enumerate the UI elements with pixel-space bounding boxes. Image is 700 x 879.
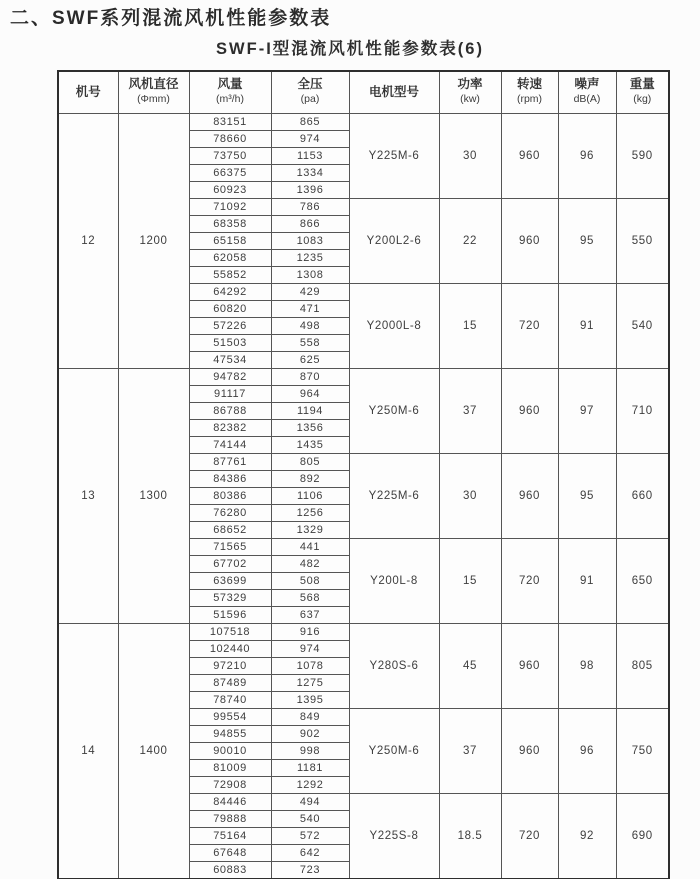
motor-model-cell: Y225M-6 [349, 453, 439, 538]
pressure-cell: 494 [271, 793, 349, 810]
power-cell: 15 [439, 283, 501, 368]
header-unit: (rpm) [516, 93, 543, 106]
pressure-cell: 429 [271, 283, 349, 300]
pressure-cell: 805 [271, 453, 349, 470]
noise-cell: 96 [558, 708, 616, 793]
weight-cell: 590 [616, 113, 669, 198]
airflow-cell: 107518 [189, 623, 271, 640]
airflow-cell: 57329 [189, 589, 271, 606]
pressure-cell: 625 [271, 351, 349, 368]
model-no-cell: 13 [58, 368, 118, 623]
header-unit: (m³/h) [216, 93, 244, 106]
airflow-cell: 80386 [189, 487, 271, 504]
airflow-cell: 72908 [189, 776, 271, 793]
airflow-cell: 64292 [189, 283, 271, 300]
airflow-cell: 51596 [189, 606, 271, 623]
speed-cell: 720 [501, 538, 558, 623]
power-cell: 30 [439, 113, 501, 198]
airflow-cell: 75164 [189, 827, 271, 844]
model-no-cell: 12 [58, 113, 118, 368]
airflow-cell: 62058 [189, 249, 271, 266]
power-cell: 37 [439, 368, 501, 453]
pressure-cell: 892 [271, 470, 349, 487]
pressure-cell: 866 [271, 215, 349, 232]
airflow-cell: 67648 [189, 844, 271, 861]
table-row [58, 623, 669, 640]
pressure-cell: 1153 [271, 147, 349, 164]
header-label: 电机型号 [368, 84, 419, 99]
speed-cell: 960 [501, 453, 558, 538]
pressure-cell: 1256 [271, 504, 349, 521]
col-header-pressure [271, 71, 349, 113]
document-page [0, 7, 700, 879]
speed-cell: 960 [501, 623, 558, 708]
airflow-cell: 99554 [189, 708, 271, 725]
power-cell: 45 [439, 623, 501, 708]
speed-cell: 960 [501, 368, 558, 453]
header-unit: (pa) [300, 93, 320, 106]
pressure-cell: 1396 [271, 181, 349, 198]
power-cell: 15 [439, 538, 501, 623]
pressure-cell: 1235 [271, 249, 349, 266]
noise-cell: 92 [558, 793, 616, 879]
col-header-speed [501, 71, 558, 113]
weight-cell: 690 [616, 793, 669, 879]
airflow-cell: 57226 [189, 317, 271, 334]
airflow-cell: 87761 [189, 453, 271, 470]
weight-cell: 805 [616, 623, 669, 708]
table-title: SWF-I型混流风机性能参数表(6) [216, 40, 484, 58]
airflow-cell: 90010 [189, 742, 271, 759]
pressure-cell: 1395 [271, 691, 349, 708]
diameter-cell: 1200 [118, 113, 189, 368]
pressure-cell: 1083 [271, 232, 349, 249]
airflow-cell: 68652 [189, 521, 271, 538]
airflow-cell: 86788 [189, 402, 271, 419]
noise-cell: 95 [558, 453, 616, 538]
power-cell: 22 [439, 198, 501, 283]
pressure-cell: 786 [271, 198, 349, 215]
table-header [58, 71, 669, 113]
header-label: 全压 [297, 77, 323, 92]
airflow-cell: 60883 [189, 861, 271, 879]
pressure-cell: 974 [271, 130, 349, 147]
diameter-cell: 1400 [118, 623, 189, 879]
pressure-cell: 540 [271, 810, 349, 827]
col-header-motor [349, 71, 439, 113]
pressure-cell: 637 [271, 606, 349, 623]
col-header-power [439, 71, 501, 113]
pressure-cell: 1435 [271, 436, 349, 453]
speed-cell: 720 [501, 793, 558, 879]
header-label: 机号 [75, 84, 101, 99]
pressure-cell: 1292 [271, 776, 349, 793]
header-label: 功率 [457, 77, 483, 92]
weight-cell: 660 [616, 453, 669, 538]
motor-model-cell: Y250M-6 [349, 708, 439, 793]
table-row [58, 368, 669, 385]
noise-cell: 98 [558, 623, 616, 708]
airflow-cell: 60820 [189, 300, 271, 317]
airflow-cell: 78660 [189, 130, 271, 147]
pressure-cell: 964 [271, 385, 349, 402]
header-unit: (kg) [633, 93, 652, 106]
header-label: 风量 [217, 77, 243, 92]
pressure-cell: 482 [271, 555, 349, 572]
noise-cell: 91 [558, 538, 616, 623]
header-row [58, 71, 669, 113]
pressure-cell: 849 [271, 708, 349, 725]
airflow-cell: 81009 [189, 759, 271, 776]
noise-cell: 96 [558, 113, 616, 198]
airflow-cell: 71092 [189, 198, 271, 215]
diameter-cell: 1300 [118, 368, 189, 623]
airflow-cell: 47534 [189, 351, 271, 368]
weight-cell: 710 [616, 368, 669, 453]
airflow-cell: 60923 [189, 181, 271, 198]
noise-cell: 91 [558, 283, 616, 368]
pressure-cell: 572 [271, 827, 349, 844]
pressure-cell: 1181 [271, 759, 349, 776]
airflow-cell: 74144 [189, 436, 271, 453]
table-body [58, 113, 669, 879]
pressure-cell: 1356 [271, 419, 349, 436]
col-header-diameter [118, 71, 189, 113]
airflow-cell: 67702 [189, 555, 271, 572]
airflow-cell: 66375 [189, 164, 271, 181]
airflow-cell: 94782 [189, 368, 271, 385]
motor-model-cell: Y225M-6 [349, 113, 439, 198]
airflow-cell: 68358 [189, 215, 271, 232]
airflow-cell: 71565 [189, 538, 271, 555]
airflow-cell: 102440 [189, 640, 271, 657]
pressure-cell: 441 [271, 538, 349, 555]
header-label: 转速 [516, 77, 542, 92]
header-label: 重量 [629, 77, 655, 92]
power-cell: 37 [439, 708, 501, 793]
airflow-cell: 97210 [189, 657, 271, 674]
pressure-cell: 508 [271, 572, 349, 589]
pressure-cell: 974 [271, 640, 349, 657]
speed-cell: 960 [501, 198, 558, 283]
pressure-cell: 1194 [271, 402, 349, 419]
motor-model-cell: Y2000L-8 [349, 283, 439, 368]
header-label: 风机直径 [128, 77, 179, 92]
pressure-cell: 471 [271, 300, 349, 317]
noise-cell: 97 [558, 368, 616, 453]
pressure-cell: 723 [271, 861, 349, 879]
motor-model-cell: Y225S-8 [349, 793, 439, 879]
model-no-cell: 14 [58, 623, 118, 879]
motor-model-cell: Y200L-8 [349, 538, 439, 623]
airflow-cell: 76280 [189, 504, 271, 521]
pressure-cell: 1334 [271, 164, 349, 181]
pressure-cell: 1329 [271, 521, 349, 538]
header-unit: (kw) [460, 93, 480, 106]
pressure-cell: 1275 [271, 674, 349, 691]
airflow-cell: 84386 [189, 470, 271, 487]
col-header-weight [616, 71, 669, 113]
airflow-cell: 83151 [189, 113, 271, 130]
pressure-cell: 870 [271, 368, 349, 385]
pressure-cell: 498 [271, 317, 349, 334]
header-label: 噪声 [574, 77, 600, 92]
airflow-cell: 84446 [189, 793, 271, 810]
airflow-cell: 51503 [189, 334, 271, 351]
weight-cell: 540 [616, 283, 669, 368]
pressure-cell: 568 [271, 589, 349, 606]
weight-cell: 650 [616, 538, 669, 623]
motor-model-cell: Y280S-6 [349, 623, 439, 708]
pressure-cell: 1308 [271, 266, 349, 283]
col-header-airflow [189, 71, 271, 113]
table-row [58, 113, 669, 130]
airflow-cell: 82382 [189, 419, 271, 436]
airflow-cell: 78740 [189, 691, 271, 708]
pressure-cell: 865 [271, 113, 349, 130]
pressure-cell: 916 [271, 623, 349, 640]
noise-cell: 95 [558, 198, 616, 283]
header-unit: dB(A) [573, 93, 601, 106]
airflow-cell: 79888 [189, 810, 271, 827]
pressure-cell: 1078 [271, 657, 349, 674]
weight-cell: 550 [616, 198, 669, 283]
speed-cell: 960 [501, 708, 558, 793]
fan-spec-table [57, 70, 670, 879]
col-header-noise [558, 71, 616, 113]
pressure-cell: 998 [271, 742, 349, 759]
airflow-cell: 94855 [189, 725, 271, 742]
weight-cell: 750 [616, 708, 669, 793]
pressure-cell: 642 [271, 844, 349, 861]
pressure-cell: 558 [271, 334, 349, 351]
speed-cell: 720 [501, 283, 558, 368]
airflow-cell: 65158 [189, 232, 271, 249]
airflow-cell: 73750 [189, 147, 271, 164]
pressure-cell: 902 [271, 725, 349, 742]
airflow-cell: 91117 [189, 385, 271, 402]
power-cell: 30 [439, 453, 501, 538]
airflow-cell: 87489 [189, 674, 271, 691]
airflow-cell: 55852 [189, 266, 271, 283]
pressure-cell: 1106 [271, 487, 349, 504]
motor-model-cell: Y200L2-6 [349, 198, 439, 283]
col-header-model-no [58, 71, 118, 113]
power-cell: 18.5 [439, 793, 501, 879]
header-unit: (Φmm) [137, 93, 170, 106]
airflow-cell: 63699 [189, 572, 271, 589]
motor-model-cell: Y250M-6 [349, 368, 439, 453]
page-title: 二、SWF系列混流风机性能参数表 [10, 8, 332, 29]
speed-cell: 960 [501, 113, 558, 198]
